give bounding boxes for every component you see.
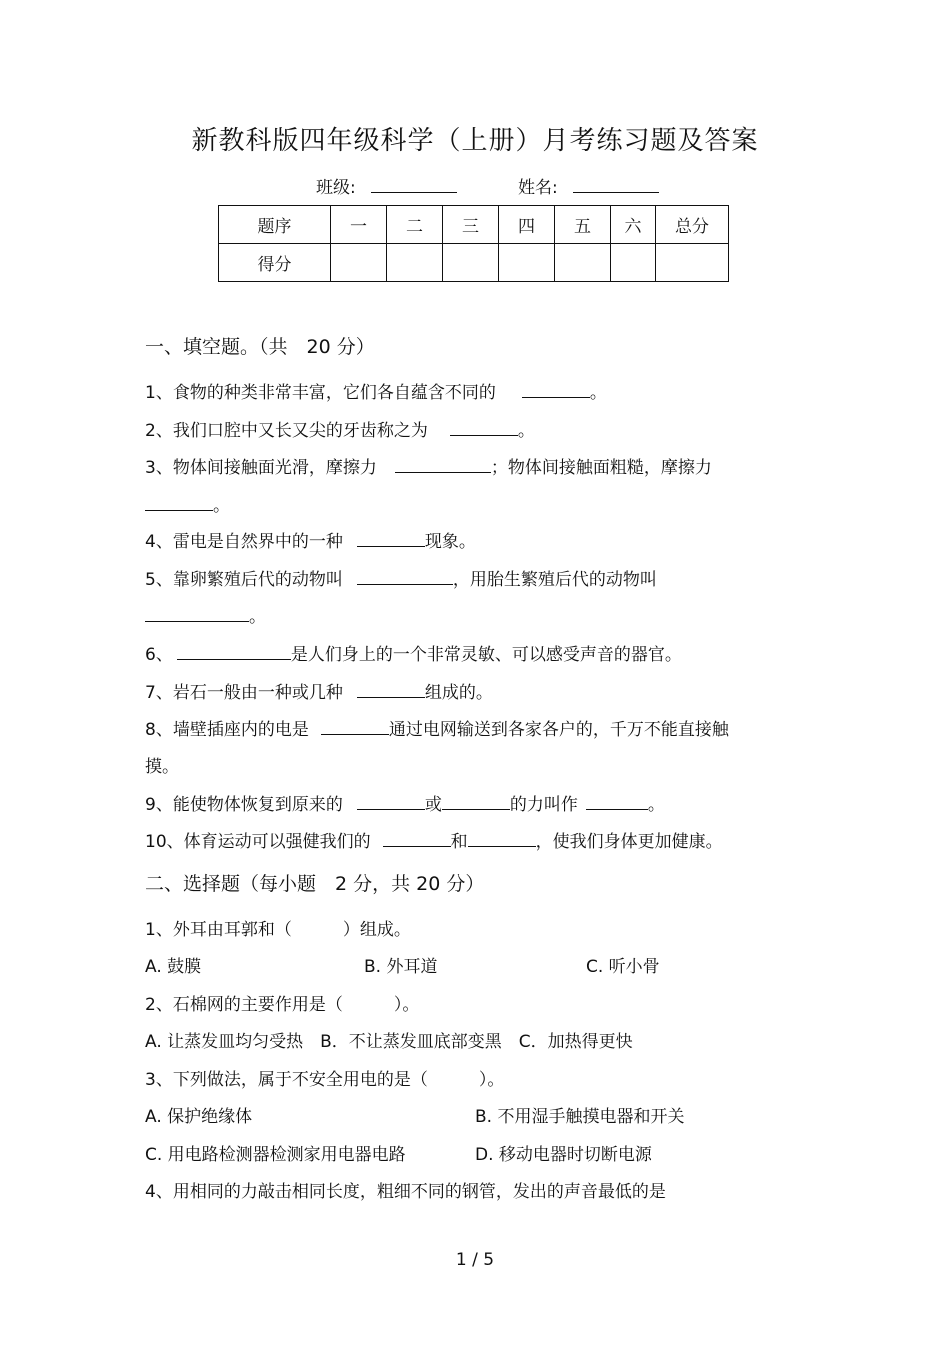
score-header-cell: 四 — [499, 206, 555, 244]
question-1-8 — [145, 715, 729, 740]
score-cell[interactable] — [387, 244, 443, 282]
q-text: 1、食物的种类非常丰富，它们各自蕴含不同的 — [145, 383, 496, 403]
option-b[interactable]: B. 外耳道 — [364, 957, 438, 977]
q-text: 9、能使物体恢复到原来的 — [145, 795, 343, 815]
score-cell[interactable] — [555, 244, 611, 282]
score-row — [219, 244, 729, 282]
option-c[interactable]: C. 用电路检测器检测家用电器电路 — [145, 1145, 406, 1165]
score-row-label: 得分 — [219, 244, 331, 282]
q-text: 组成的。 — [424, 683, 493, 703]
answer-blank — [321, 718, 389, 735]
answer-blank — [442, 793, 510, 810]
score-cell[interactable] — [656, 244, 729, 282]
score-cell[interactable] — [611, 244, 656, 282]
q-text: 是人们身上的一个非常灵敏、可以感受声音的器官。 — [290, 645, 682, 665]
q-text: 和 — [450, 832, 468, 852]
page-title: 新教科版四年级科学（上册）月考练习题及答案 — [191, 126, 759, 156]
q-text: 4、雷电是自然界中的一种 — [145, 532, 343, 552]
answer-blank — [383, 830, 451, 847]
question-1-4 — [145, 527, 476, 552]
section1-heading: 一、填空题。（共 20 分） — [145, 336, 375, 358]
name-label: 姓名: — [518, 178, 558, 198]
answer-blank — [357, 568, 453, 585]
q-text: 或 — [424, 795, 442, 815]
q-text: 。 — [517, 421, 535, 441]
question-1-8-cont: 摸。 — [145, 757, 179, 777]
question-2-2-options[interactable]: A. 让蒸发皿均匀受热 B．不让蒸发皿底部变黑 C．加热得更快 — [145, 1032, 633, 1052]
score-header-cell: 二 — [387, 206, 443, 244]
option-c[interactable]: C. 听小骨 — [586, 957, 660, 977]
q-text: ，使我们身体更加健康。 — [535, 832, 723, 852]
name-field — [518, 173, 659, 198]
q-text: 。 — [647, 795, 665, 815]
page-number: 1 / 5 — [455, 1250, 495, 1270]
score-table — [218, 205, 729, 282]
q-text: 3、物体间接触面光滑，摩擦力 — [145, 458, 377, 478]
score-header-cell: 总分 — [656, 206, 729, 244]
q-text: 6、 — [145, 645, 173, 665]
question-1-5 — [145, 565, 657, 590]
question-2-1-stem: 1、外耳由耳郭和（ ）组成。 — [145, 920, 411, 940]
question-1-7 — [145, 678, 493, 703]
score-header-row — [219, 206, 729, 244]
q-text: 2、我们口腔中又长又尖的牙齿称之为 — [145, 421, 428, 441]
answer-blank — [177, 643, 291, 660]
q-text: 。 — [589, 383, 607, 403]
answer-blank — [357, 681, 425, 698]
question-1-5-cont — [145, 602, 266, 627]
class-field — [316, 173, 457, 198]
score-cell[interactable] — [443, 244, 499, 282]
question-1-1 — [145, 378, 607, 403]
q-text: 通过电网输送到各家各户的，千万不能直接触 — [388, 720, 729, 740]
score-cell[interactable] — [331, 244, 387, 282]
answer-blank — [450, 419, 518, 436]
answer-blank — [586, 793, 648, 810]
question-1-3-cont — [145, 491, 230, 516]
q-text: 5、靠卵繁殖后代的动物叫 — [145, 570, 343, 590]
class-label: 班级: — [316, 178, 356, 198]
answer-blank — [357, 793, 425, 810]
score-header-cell: 三 — [443, 206, 499, 244]
score-cell[interactable] — [499, 244, 555, 282]
name-blank — [573, 175, 659, 193]
option-d[interactable]: D. 移动电器时切断电源 — [475, 1145, 652, 1165]
question-2-2-stem: 2、石棉网的主要作用是（ ）。 — [145, 995, 420, 1015]
question-1-6 — [145, 640, 682, 665]
q-text: ；物体间接触面粗糙，摩擦力 — [490, 458, 712, 478]
answer-blank — [468, 830, 536, 847]
q-text: ，用胎生繁殖后代的动物叫 — [452, 570, 657, 590]
question-1-9 — [145, 790, 665, 815]
question-2-3-stem: 3、下列做法，属于不安全用电的是（ ）。 — [145, 1070, 505, 1090]
option-b[interactable]: B. 不用湿手触摸电器和开关 — [475, 1107, 685, 1127]
answer-blank — [145, 605, 249, 622]
answer-blank — [522, 381, 590, 398]
answer-blank — [357, 530, 425, 547]
score-header-cell: 一 — [331, 206, 387, 244]
score-header-cell: 题序 — [219, 206, 331, 244]
section2-heading: 二、选择题（每小题 2 分，共 20 分） — [145, 873, 485, 895]
option-a[interactable]: A. 保护绝缘体 — [145, 1107, 253, 1127]
q-text: 现象。 — [424, 532, 476, 552]
q-text: 10、体育运动可以强健我们的 — [145, 832, 371, 852]
q-text: 。 — [213, 496, 230, 516]
question-1-2 — [145, 416, 535, 441]
q-text: 的力叫作 — [509, 795, 578, 815]
q-text: 。 — [249, 607, 266, 627]
q-text: 8、墙壁插座内的电是 — [145, 720, 309, 740]
q-text: 7、岩石一般由一种或几种 — [145, 683, 343, 703]
option-a[interactable]: A. 鼓膜 — [145, 957, 202, 977]
answer-blank — [145, 494, 213, 511]
question-1-10 — [145, 827, 723, 852]
class-blank — [371, 175, 457, 193]
question-1-3 — [145, 453, 712, 478]
answer-blank — [395, 456, 491, 473]
question-2-4-stem: 4、用相同的力敲击相同长度，粗细不同的钢管，发出的声音最低的是 — [145, 1182, 666, 1202]
score-header-cell: 五 — [555, 206, 611, 244]
score-header-cell: 六 — [611, 206, 656, 244]
